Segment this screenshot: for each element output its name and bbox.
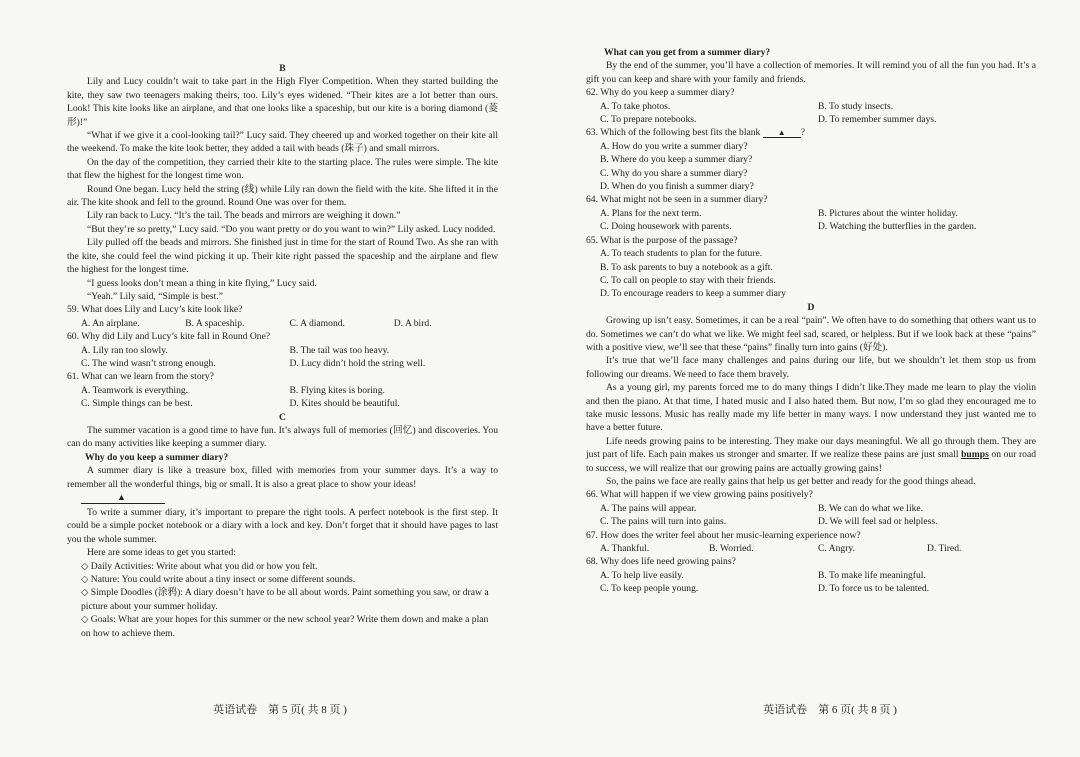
option: D. To force us to be talented. (818, 583, 930, 595)
option: C. A diamond. (289, 317, 345, 329)
option: B. Where do you keep a summer diary? (600, 154, 753, 166)
b-paragraph: “Yeah.” Lily said, “Simple is best.” (87, 290, 223, 302)
d-paragraph: It’s true that we’ll face many challenges and pains during our life, but we shouldn’t let them stop us from following our dreams. We need to face them bravely. (586, 355, 1036, 380)
d-paragraph-text: on our road to success, we will realize that our growing pains are actually growing gains! (586, 449, 1037, 474)
question-64: 64. What might not be seen in a summer diary? (586, 194, 768, 206)
page-footer: 英语试卷 第 5 页( 共 8 页 ) (213, 703, 347, 716)
option: C. The pains will turn into gains. (600, 516, 727, 528)
section-d-heading: D (807, 301, 815, 313)
c-ideas-intro: Here are some ideas to get you started: (87, 547, 236, 559)
page-6 (540, 0, 1080, 757)
option: D. Tired. (927, 543, 962, 555)
option: B. The tail was too heavy. (289, 344, 390, 356)
option: A. Teamwork is everything. (81, 384, 189, 396)
option: D. Watching the butterflies in the garden. (818, 221, 977, 233)
question-67-options (586, 542, 1036, 555)
b-paragraph: On the day of the competition, they carried their kite to the starting place. The rules were simple. The kite that flew the highest for the longest time won. (67, 156, 498, 182)
question-68: 68. Why does life need growing pains? (586, 556, 736, 568)
option: C. Doing housework with parents. (600, 221, 732, 233)
option: A. Plans for the next term. (600, 207, 702, 219)
d-paragraph: So, the pains we face are really gains that help us get better and ready for the good things ahead. (606, 476, 976, 487)
option: B. To make life meaningful. (818, 569, 926, 581)
option: B. To ask parents to buy a notebook as a gift. (600, 261, 773, 273)
option: A. Thankful. (600, 543, 650, 555)
option: D. Lucy didn’t hold the string well. (289, 357, 426, 369)
question-59-options (67, 317, 498, 330)
option: C. To keep people young. (600, 583, 699, 595)
question-68-options (586, 569, 1036, 596)
triangle-marker: ▲ (777, 128, 786, 138)
d-paragraph (586, 435, 1036, 475)
blank-line (81, 493, 165, 504)
option: C. Why do you share a summer diary? (600, 167, 748, 179)
option: D. When do you finish a summer diary? (600, 181, 754, 193)
c-subheading: Why do you keep a summer diary? (85, 451, 229, 463)
b-paragraph: Lily pulled off the beads and mirrors. She finished just in time for the start of Round Two. As she ran with the kite, she could feel the wind picking it up. Their kite right passed the spaceship and the airplane and flew the highest for the longest time. (67, 237, 498, 276)
option: B. A spaceship. (185, 317, 245, 329)
option: A. To teach students to plan for the future. (600, 248, 763, 260)
option: A. How do you write a summer diary? (600, 140, 748, 152)
option: D. We will feel sad or helpless. (818, 516, 938, 528)
option: D. Kites should be beautiful. (289, 398, 400, 410)
section-c-heading: C (279, 411, 286, 423)
option: D. To encourage readers to keep a summer diary (600, 288, 786, 300)
d-paragraph-text: Life needs growing pains to be interesting. They make our days meaningful. We all go through them. They are just part of life. Each pain makes us stronger and smarter. If we realize these pains are just small (586, 435, 1036, 461)
keyword-bumps: bumps (961, 449, 989, 461)
b-paragraph: “I guess looks don’t mean a thing in kite flying,” Lucy said. (87, 277, 317, 289)
idea-item: ◇ Daily Activities: Write about what you did or how you felt. (81, 560, 318, 572)
option: D. To remember summer days. (818, 114, 937, 126)
c-paragraph: A summer diary is like a treasure box, filled with memories from your summer days. It’s a way to remember all the wonderful things, big or small. It is also a great place to show your ideas! (67, 465, 498, 490)
question-66-options (586, 502, 1036, 529)
c-paragraph: By the end of the summer, you’ll have a collection of memories. It will remind you of all the fun you had. It’s a gift you can keep and share with your family and friends. (586, 60, 1036, 85)
option: A. To take photos. (600, 100, 671, 112)
question-60: 60. Why did Lily and Lucy’s kite fall in Round One? (67, 331, 271, 343)
question-63-options (586, 140, 1036, 194)
triangle-marker: ▲ (117, 492, 126, 502)
option: C. The wind wasn’t strong enough. (81, 357, 216, 369)
option: B. To study insects. (818, 100, 894, 112)
option: A. An airplane. (81, 317, 140, 329)
question-59: 59. What does Lily and Lucy’s kite look like? (67, 304, 243, 316)
idea-item: ◇ Nature: You could write about a tiny insect or some different sounds. (81, 574, 356, 586)
question-61-options (67, 384, 498, 411)
option: A. Lily ran too slowly. (81, 344, 168, 356)
page-footer: 英语试卷 第 6 页( 共 8 页 ) (763, 703, 897, 716)
question-64-options (586, 207, 1036, 234)
option: A. The pains will appear. (600, 502, 697, 514)
question-63-text: 63. Which of the following best fits the blank (586, 127, 761, 139)
question-66: 66. What will happen if we view growing pains positively? (586, 489, 813, 501)
question-60-options (67, 344, 498, 371)
option: B. Worried. (709, 543, 754, 555)
b-paragraph: “What if we give it a cool-looking tail?” Lucy said. They cheered up and worked together on their kite all the weekend. To make the kite look better, they added a tail with beads (珠子) and small mirrors. (67, 130, 498, 155)
d-paragraph: As a young girl, my parents forced me to do many things I didn’t like.They made me learn to play the violin and then the piano. At that time, I hated music and I also hated them. But now, I’m so glad they encouraged me to take music lessons. Music has really made my life better in many ways. I now understand they just wanted me to have a better future. (586, 382, 1036, 434)
d-paragraph: Growing up isn’t easy. Sometimes, it can be a real “pain”. We often have to do something that others want us to do. Sometimes we can’t do what we like. We might feel sad, scared, or helpless. But if we look back at these “pains” with a positive view, we’ll see that these “pains” finally turn into gains (好处). (586, 315, 1036, 353)
question-61: 61. What can we learn from the story? (67, 371, 214, 383)
c-intro: The summer vacation is a good time to have fun. It’s always full of memories (回忆) and discoveries. You can do many activities like keeping a summer diary. (67, 424, 498, 450)
question-65: 65. What is the purpose of the passage? (586, 234, 738, 246)
question-65-options (586, 247, 1036, 301)
idea-item: ◇ Simple Doodles (涂鸦): A diary doesn’t have to be all about words. Paint something you saw, or draw a picture about your summer holiday. (81, 587, 489, 612)
question-67: 67. How does the writer feel about her music-learning experience now? (586, 529, 861, 541)
option: A. To help live easily. (600, 569, 684, 581)
c-subheading: What can you get from a summer diary? (604, 47, 771, 58)
question-62-options (586, 100, 1036, 127)
b-paragraph: Lily ran back to Lucy. “It’s the tail. The beads and mirrors are weighing it down.” (87, 210, 401, 222)
option: B. Flying kites is boring. (289, 384, 385, 396)
option: B. Pictures about the winter holiday. (818, 207, 958, 219)
question-63 (586, 126, 1036, 139)
question-62: 62. Why do you keep a summer diary? (586, 87, 735, 99)
section-b-heading: B (279, 63, 286, 74)
option: C. To prepare notebooks. (600, 114, 697, 126)
option: C. Simple things can be best. (81, 398, 193, 410)
option: C. Angry. (818, 543, 855, 555)
b-paragraph: “But they’re so pretty,” Lucy said. “Do you want pretty or do you want to win?” Lily asked. Lucy nodded. (87, 223, 496, 235)
option: C. To call on people to stay with their friends. (600, 274, 776, 286)
inline-blank (763, 128, 801, 138)
option: B. We can do what we like. (818, 502, 924, 514)
b-paragraph: Lily and Lucy couldn’t wait to take part in the High Flyer Competition. When they started building the kite, they saw two teenagers making theirs, too. Lily’s eyes widened. “Their kites are a lot better than ours. Look! This kite looks like an airplane, and that one looks like a spaceship, but our kite is a boring diamond (菱形)!” (67, 76, 498, 128)
option: D. A bird. (393, 317, 432, 329)
idea-item: ◇ Goals: What are your hopes for this summer or the new school year? Write them down and make a plan on how to achieve them. (81, 614, 489, 639)
c-paragraph: To write a summer diary, it’s important to prepare the right tools. A perfect notebook is the first step. It could be a simple pocket notebook or a diary with a lock and key. Don’t forget that it should have pages to last you the whole summer. (67, 507, 498, 545)
b-paragraph: Round One began. Lucy held the string (线) while Lily ran down the field with the kite. She lifted it in the air. The kite shook and fell to the ground. Round One was over for them. (67, 183, 498, 209)
question-63-end: ? (800, 127, 806, 139)
